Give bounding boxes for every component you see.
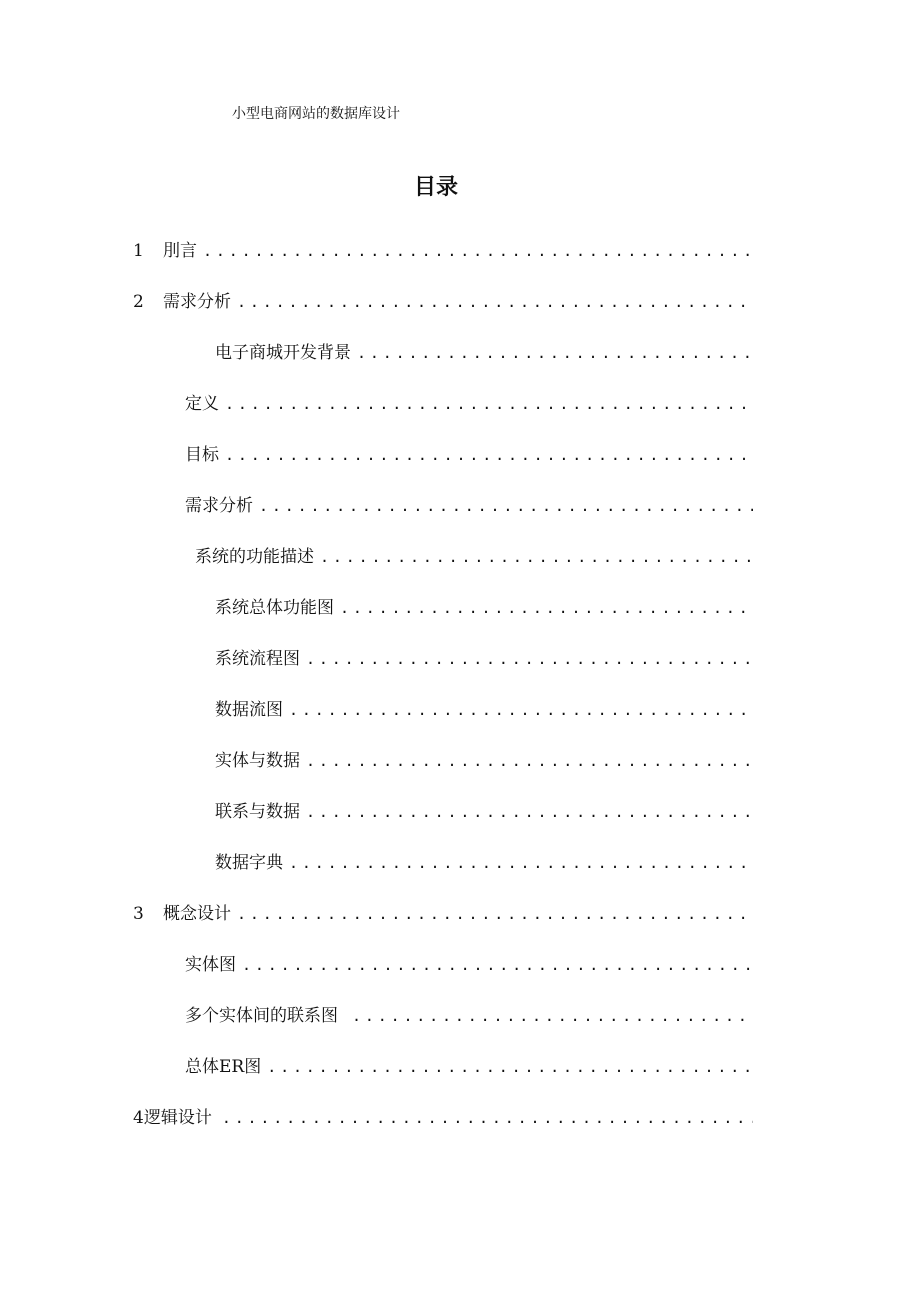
toc-entry[interactable] — [185, 491, 753, 515]
toc-entry[interactable] — [185, 1001, 753, 1025]
toc-leader-dots — [289, 701, 753, 719]
toc-entry-number: 1 — [133, 241, 144, 261]
toc-leader-dots — [306, 650, 753, 668]
toc-entry[interactable] — [185, 440, 753, 464]
toc-entry-label: 电子商城开发背景 — [215, 343, 351, 363]
toc-entry[interactable] — [215, 593, 753, 617]
toc-entry[interactable] — [133, 1103, 753, 1127]
toc-entry-label: 实体图 — [185, 955, 236, 975]
toc-title: 目录 — [413, 175, 458, 200]
document-header: 小型电商网站的数据库设计 — [232, 106, 400, 122]
toc-entry[interactable] — [215, 644, 753, 668]
toc-entry[interactable] — [215, 746, 753, 770]
toc-entry-label: 联系与数据 — [215, 802, 300, 822]
toc-entry-number: 2 — [133, 292, 144, 312]
toc-leader-dots — [289, 854, 753, 872]
toc-entry-label: 多个实体间的联系图 — [185, 1006, 338, 1026]
toc-leader-dots — [340, 599, 753, 617]
toc-entry[interactable] — [133, 899, 753, 923]
toc-entry-label: 系统总体功能图 — [215, 598, 334, 618]
toc-leader-dots — [306, 752, 753, 770]
toc-entry[interactable] — [195, 542, 753, 566]
toc-entry[interactable] — [185, 389, 753, 413]
toc-leader-dots — [222, 1109, 753, 1127]
toc-entry-label: 刖言 — [163, 241, 197, 261]
toc-entry[interactable] — [185, 1052, 753, 1076]
toc-leader-dots — [320, 548, 753, 566]
toc-entry[interactable] — [215, 797, 753, 821]
toc-entry[interactable] — [215, 695, 753, 719]
toc-entry[interactable] — [133, 287, 753, 311]
toc-entry-label: 数据字典 — [215, 853, 283, 873]
toc-leader-dots — [225, 395, 753, 413]
toc-leader-dots — [267, 1058, 753, 1076]
toc-leader-dots — [242, 956, 753, 974]
toc-entry[interactable] — [185, 950, 753, 974]
toc-leader-dots — [237, 905, 753, 923]
toc-entry-label: 概念设计 — [163, 904, 231, 924]
toc-entry[interactable] — [215, 848, 753, 872]
toc-leader-dots — [357, 344, 753, 362]
toc-entry[interactable] — [133, 236, 753, 260]
toc-leader-dots — [352, 1007, 753, 1025]
toc-entry-label: 目标 — [185, 445, 219, 465]
toc-entry-label: 系统流程图 — [215, 649, 300, 669]
toc-leader-dots — [259, 497, 753, 515]
toc-entry-label: 总体ER图 — [185, 1057, 262, 1077]
toc-entry-label: 定义 — [185, 394, 219, 414]
toc-entry[interactable] — [215, 338, 753, 362]
toc-entry-label: 数据流图 — [215, 700, 283, 720]
toc-leader-dots — [306, 803, 753, 821]
toc-leader-dots — [237, 293, 753, 311]
toc-entry-label: 需求分析 — [163, 292, 231, 312]
toc-entry-label: 实体与数据 — [215, 751, 300, 771]
toc-entry-label: 系统的功能描述 — [195, 547, 314, 567]
toc-leader-dots — [203, 242, 753, 260]
toc-leader-dots — [225, 446, 753, 464]
toc-entry-label: 4逻辑设计 — [133, 1108, 212, 1128]
toc-entry-number: 3 — [133, 904, 144, 924]
toc-entry-label: 需求分析 — [185, 496, 253, 516]
